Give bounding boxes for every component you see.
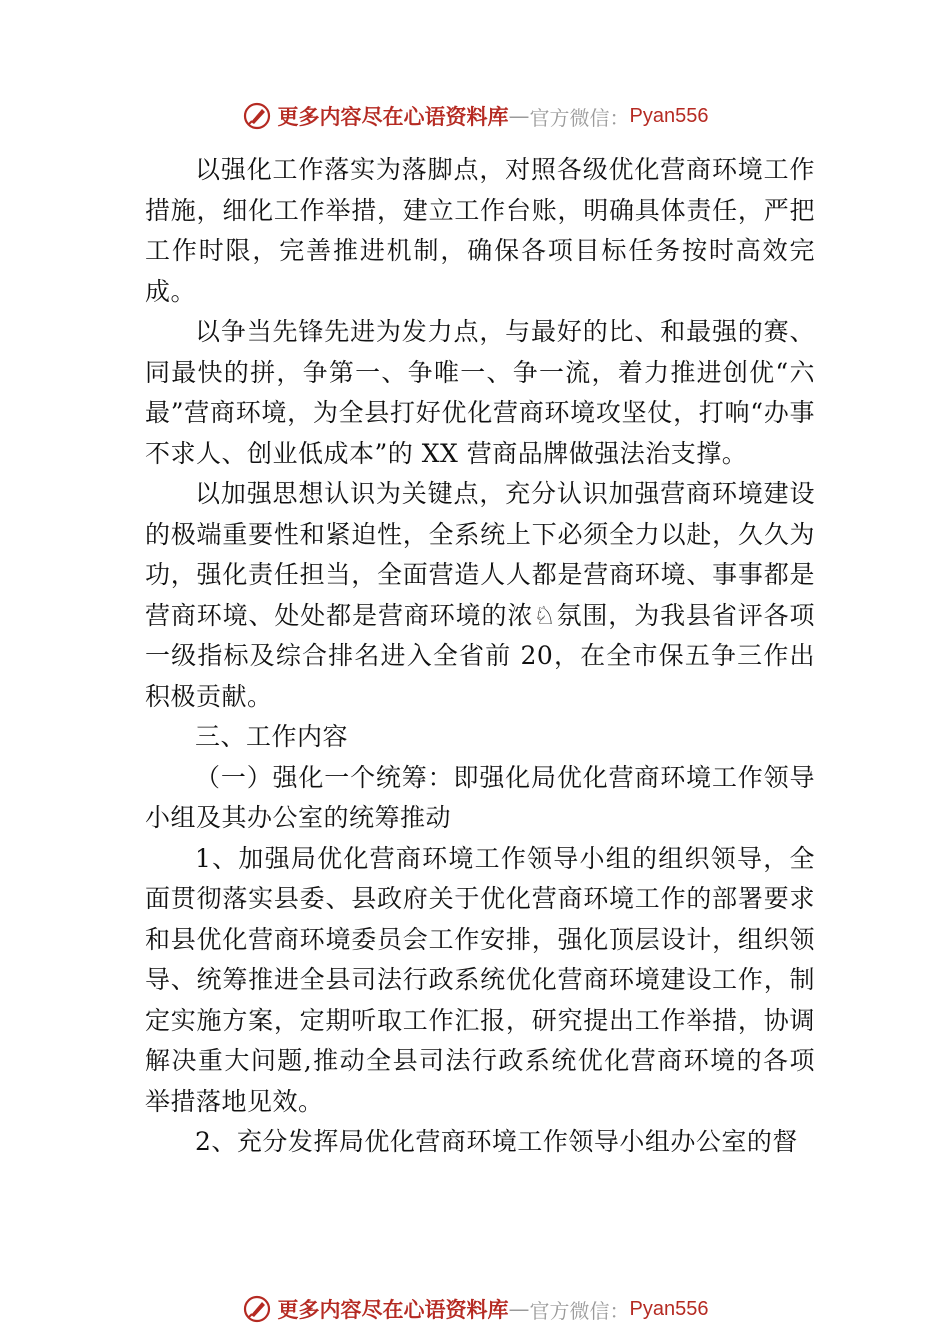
paragraph: 以强化工作落实为落脚点，对照各级优化营商环境工作措施，细化工作举措，建立工作台账，明确具体责任，严把工作时限，完善推进机制，确保各项目标任务按时高效完成。 <box>145 155 815 306</box>
subsection-heading: （一）强化一个统筹：即强化局优化营商环境工作领导小组及其办公室的统筹推动 <box>145 762 815 832</box>
header-dash: — <box>508 104 530 128</box>
paragraph: 以加强思想认识为关键点，充分认识加强营商环境建设的极端重要性和紧迫性，全系统上下必须全力以赴，久久为功，强化责任担当，全面营造人人都是营商环境、事事都是营商环境、处处都是营商环境的浓♘氛围，为我县省评各项一级指标及综合排名进入全省前 20，在全市保五争三作出积极贡献。 <box>145 479 815 711</box>
footer-brand-text: 更多内容尽在心语资料库 <box>277 1297 509 1322</box>
paragraph: 1、加强局优化营商环境工作领导小组的组织领导，全面贯彻落实县委、县政府关于优化营商环境工作的部署要求和县优化营商环境委员会工作安排，强化顶层设计，组织领导、统筹推进全县司法行政系统优化营商环境建设工作，制定实施方案，定期听取工作汇报，研究提出工作举措，协调解决重大问题,推动全县司法行政系统优化营商环境的各项举措落地见效。 <box>145 843 815 1116</box>
footer-wechat-id: Pyan556 <box>629 1297 709 1320</box>
footer-banner <box>0 1289 950 1329</box>
pen-logo-icon <box>242 1294 272 1324</box>
document-body <box>145 150 815 1163</box>
section-heading: 三、工作内容 <box>195 722 349 751</box>
footer-wechat-label: 官方微信： <box>529 1298 630 1323</box>
header-wechat-label: 官方微信： <box>529 105 630 130</box>
paragraph: 以争当先锋先进为发力点，与最好的比、和最强的赛、同最快的拼，争第一、争唯一、争一流，着力推进创优“六最”营商环境，为全县打好优化营商环境攻坚仗，打响“办事不求人、创业低成本”的 XX 营商品牌做强法治支撑。 <box>145 317 815 468</box>
header-banner <box>0 96 950 136</box>
pen-logo-icon <box>242 101 272 131</box>
footer-dash: — <box>508 1297 530 1321</box>
header-wechat-id: Pyan556 <box>629 104 709 127</box>
paragraph: 2、充分发挥局优化营商环境工作领导小组办公室的督 <box>195 1127 798 1156</box>
header-brand-text: 更多内容尽在心语资料库 <box>277 104 509 129</box>
